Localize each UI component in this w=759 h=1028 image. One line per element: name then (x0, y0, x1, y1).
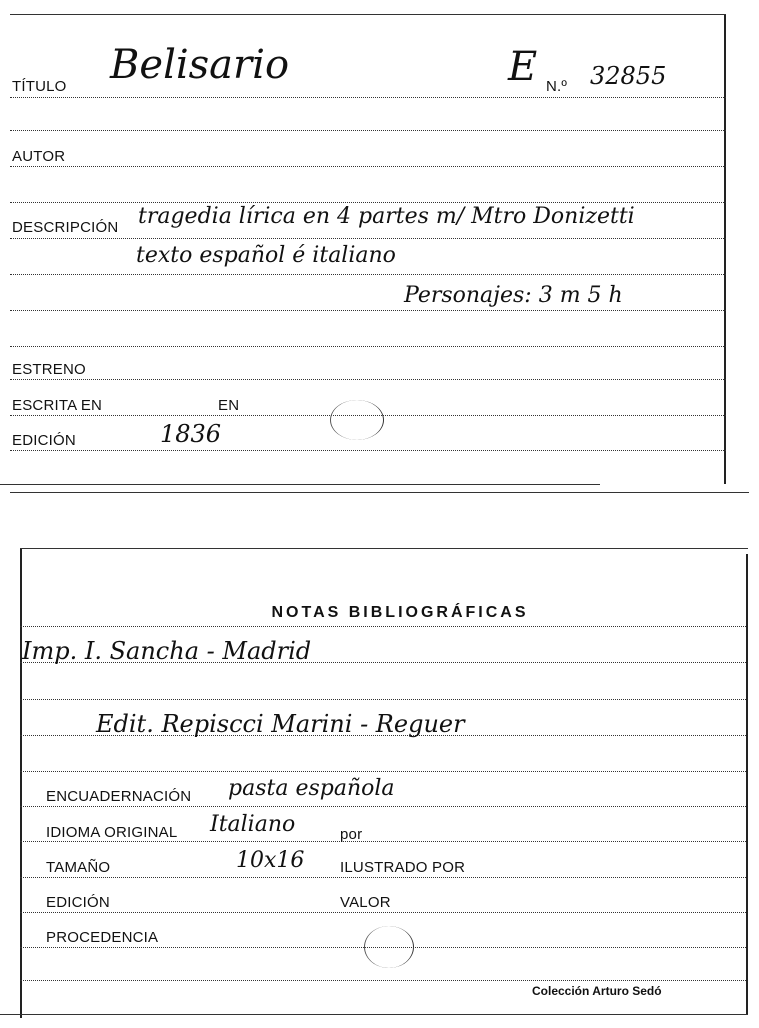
numero-value: 32855 (590, 62, 667, 90)
ruled-line (20, 806, 746, 807)
escrita-en-label: ESCRITA EN (12, 397, 103, 414)
ruled-line (20, 626, 746, 627)
card-bottom-border (0, 1014, 748, 1015)
titulo-label: TÍTULO (12, 78, 67, 95)
idioma-original-value: Italiano (210, 812, 296, 837)
coleccion-credit: Colección Arturo Sedó (532, 984, 662, 998)
ruled-line (10, 274, 726, 275)
estreno-label: ESTRENO (12, 361, 86, 378)
tamano-label: TAMAÑO (46, 859, 111, 876)
card-cut-line (10, 492, 749, 493)
ruled-line (10, 450, 726, 451)
notas-heading: NOTAS BIBLIOGRÁFICAS (271, 604, 529, 621)
idioma-original-label: IDIOMA ORIGINAL (46, 824, 178, 841)
por-label: por (340, 826, 363, 843)
nota-line-1: Imp. I. Sancha - Madrid (22, 637, 312, 665)
ruled-line (10, 346, 726, 347)
ruled-line (20, 980, 746, 981)
ruled-line (20, 699, 746, 700)
descripcion-line-3: Personajes: 3 m 5 h (404, 283, 623, 308)
ilustrado-por-label: ILUSTRADO POR (340, 859, 466, 876)
numero-prefix: E (508, 44, 538, 90)
procedencia-label: PROCEDENCIA (46, 929, 159, 946)
ruled-line (10, 238, 726, 239)
ruled-line (10, 97, 726, 98)
ruled-line (10, 130, 726, 131)
ruled-line (20, 841, 746, 842)
titulo-value: Belisario (110, 42, 290, 88)
catalog-card-top (0, 0, 759, 500)
valor-label: VALOR (340, 894, 391, 911)
encuadernacion-value: pasta española (228, 776, 395, 801)
descripcion-label: DESCRIPCIÓN (12, 219, 119, 236)
ruled-line (10, 379, 726, 380)
nota-line-2: Edit. Repiscci Marini - Reguer (96, 710, 465, 738)
numero-label: N.º (546, 78, 568, 95)
descripcion-line-2: texto español é italiano (136, 243, 396, 268)
tamano-value: 10x16 (236, 848, 305, 873)
catalog-card-bottom (0, 540, 759, 1028)
ruled-line (20, 877, 746, 878)
en-label: EN (218, 397, 240, 414)
edicion-label: EDICIÓN (46, 894, 110, 911)
encuadernacion-label: ENCUADERNACIÓN (46, 788, 192, 805)
autor-label: AUTOR (12, 148, 66, 165)
card-right-edge (746, 554, 748, 1014)
card-top-border (10, 14, 726, 15)
edicion-value: 1836 (160, 420, 222, 448)
card-top-border (20, 548, 748, 549)
edicion-label: EDICIÓN (12, 432, 76, 449)
ruled-line (20, 771, 746, 772)
stamp-mark (364, 926, 414, 968)
card-right-edge (724, 14, 726, 484)
card-bottom-border (0, 484, 600, 485)
ruled-line (20, 912, 746, 913)
ruled-line (10, 202, 726, 203)
stamp-mark (330, 400, 384, 440)
ruled-line (10, 310, 726, 311)
ruled-line (10, 166, 726, 167)
descripcion-line-1: tragedia lírica en 4 partes m/ Mtro Donizetti (138, 204, 635, 229)
